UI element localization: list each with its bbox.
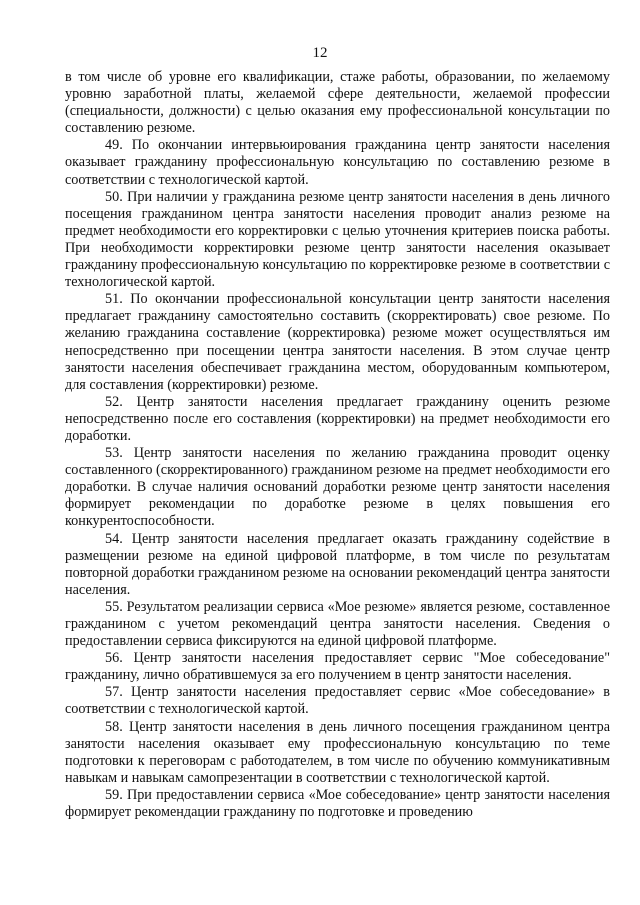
paragraph-52: 52. Центр занятости населения предлагает гражданину оценить резюме непосредственно после его составления (корректировки) на предмет необходимости его доработки. xyxy=(65,393,610,444)
paragraph-59: 59. При предоставлении сервиса «Мое собеседование» центр занятости населения формирует рекомендации гражданину по подготовке и проведению xyxy=(65,786,610,821)
paragraph-53: 53. Центр занятости населения по желанию гражданина проводит оценку составленного (скорректированного) гражданином резюме на предмет необходимости его доработки. В случае наличия оснований доработки резюме центр занятости населения формирует рекомендации по доработке резюме в целях повышения его конкурентоспособности. xyxy=(65,445,610,530)
paragraph-55: 55. Результатом реализации сервиса «Мое резюме» является резюме, составленное гражданином с учетом рекомендаций центра занятости населения. Сведения о предоставлении сервиса фиксируются на единой цифровой платформе. xyxy=(65,598,610,650)
document-body xyxy=(65,69,610,821)
paragraph-continuation: в том числе об уровне его квалификации, стаже работы, образовании, по желаемому уровню заработной платы, желаемой сфере деятельности, желаемой профессии (специальности, должности) с целью оказания ему профессиональной консультации по составлению резюме. xyxy=(65,69,610,137)
paragraph-49: 49. По окончании интервьюирования гражданина центр занятости населения оказывает гражданину профессиональную консультацию по составлению резюме в соответствии с технологической картой. xyxy=(65,137,610,188)
paragraph-54: 54. Центр занятости населения предлагает оказать гражданину содействие в размещении резюме на единой цифровой платформе, в том числе по результатам повторной доработки гражданином резюме на основании рекомендаций центра занятости населения. xyxy=(65,530,610,598)
paragraph-51: 51. По окончании профессиональной консультации центр занятости населения предлагает гражданину самостоятельно составить (скорректировать) свое резюме. По желанию гражданина составление (корректировка) резюме может осуществляться им непосредственно при посещении центра занятости населения. В этом случае центр занятости населения обеспечивает гражданина местом, оборудованным компьютером, для составления (корректировки) резюме. xyxy=(65,291,610,393)
paragraph-57: 57. Центр занятости населения предоставляет сервис «Мое собеседование» в соответствии с технологической картой. xyxy=(65,684,610,718)
paragraph-58: 58. Центр занятости населения в день личного посещения гражданином центра занятости населения оказывает ему профессиональную консультацию по теме подготовки к переговорам с работодателем, в том числе по обучению коммуникативным навыкам и навыкам самопрезентации в соответствии с технологической картой. xyxy=(65,718,610,786)
paragraph-50: 50. При наличии у гражданина резюме центр занятости населения в день личного посещения гражданином центра занятости населения проводит анализ резюме на предмет необходимости его корректировки с целью уточнения критериев поиска работы. При необходимости корректировки резюме центр занятости населения оказывает гражданину профессиональную консультацию по корректировке резюме в соответствии с технологической картой. xyxy=(65,188,610,291)
paragraph-56: 56. Центр занятости населения предоставляет сервис "Мое собеседование" гражданину, лично обратившемуся за его получением в центр занятости населения. xyxy=(65,650,610,684)
page-number: 12 xyxy=(312,45,328,61)
